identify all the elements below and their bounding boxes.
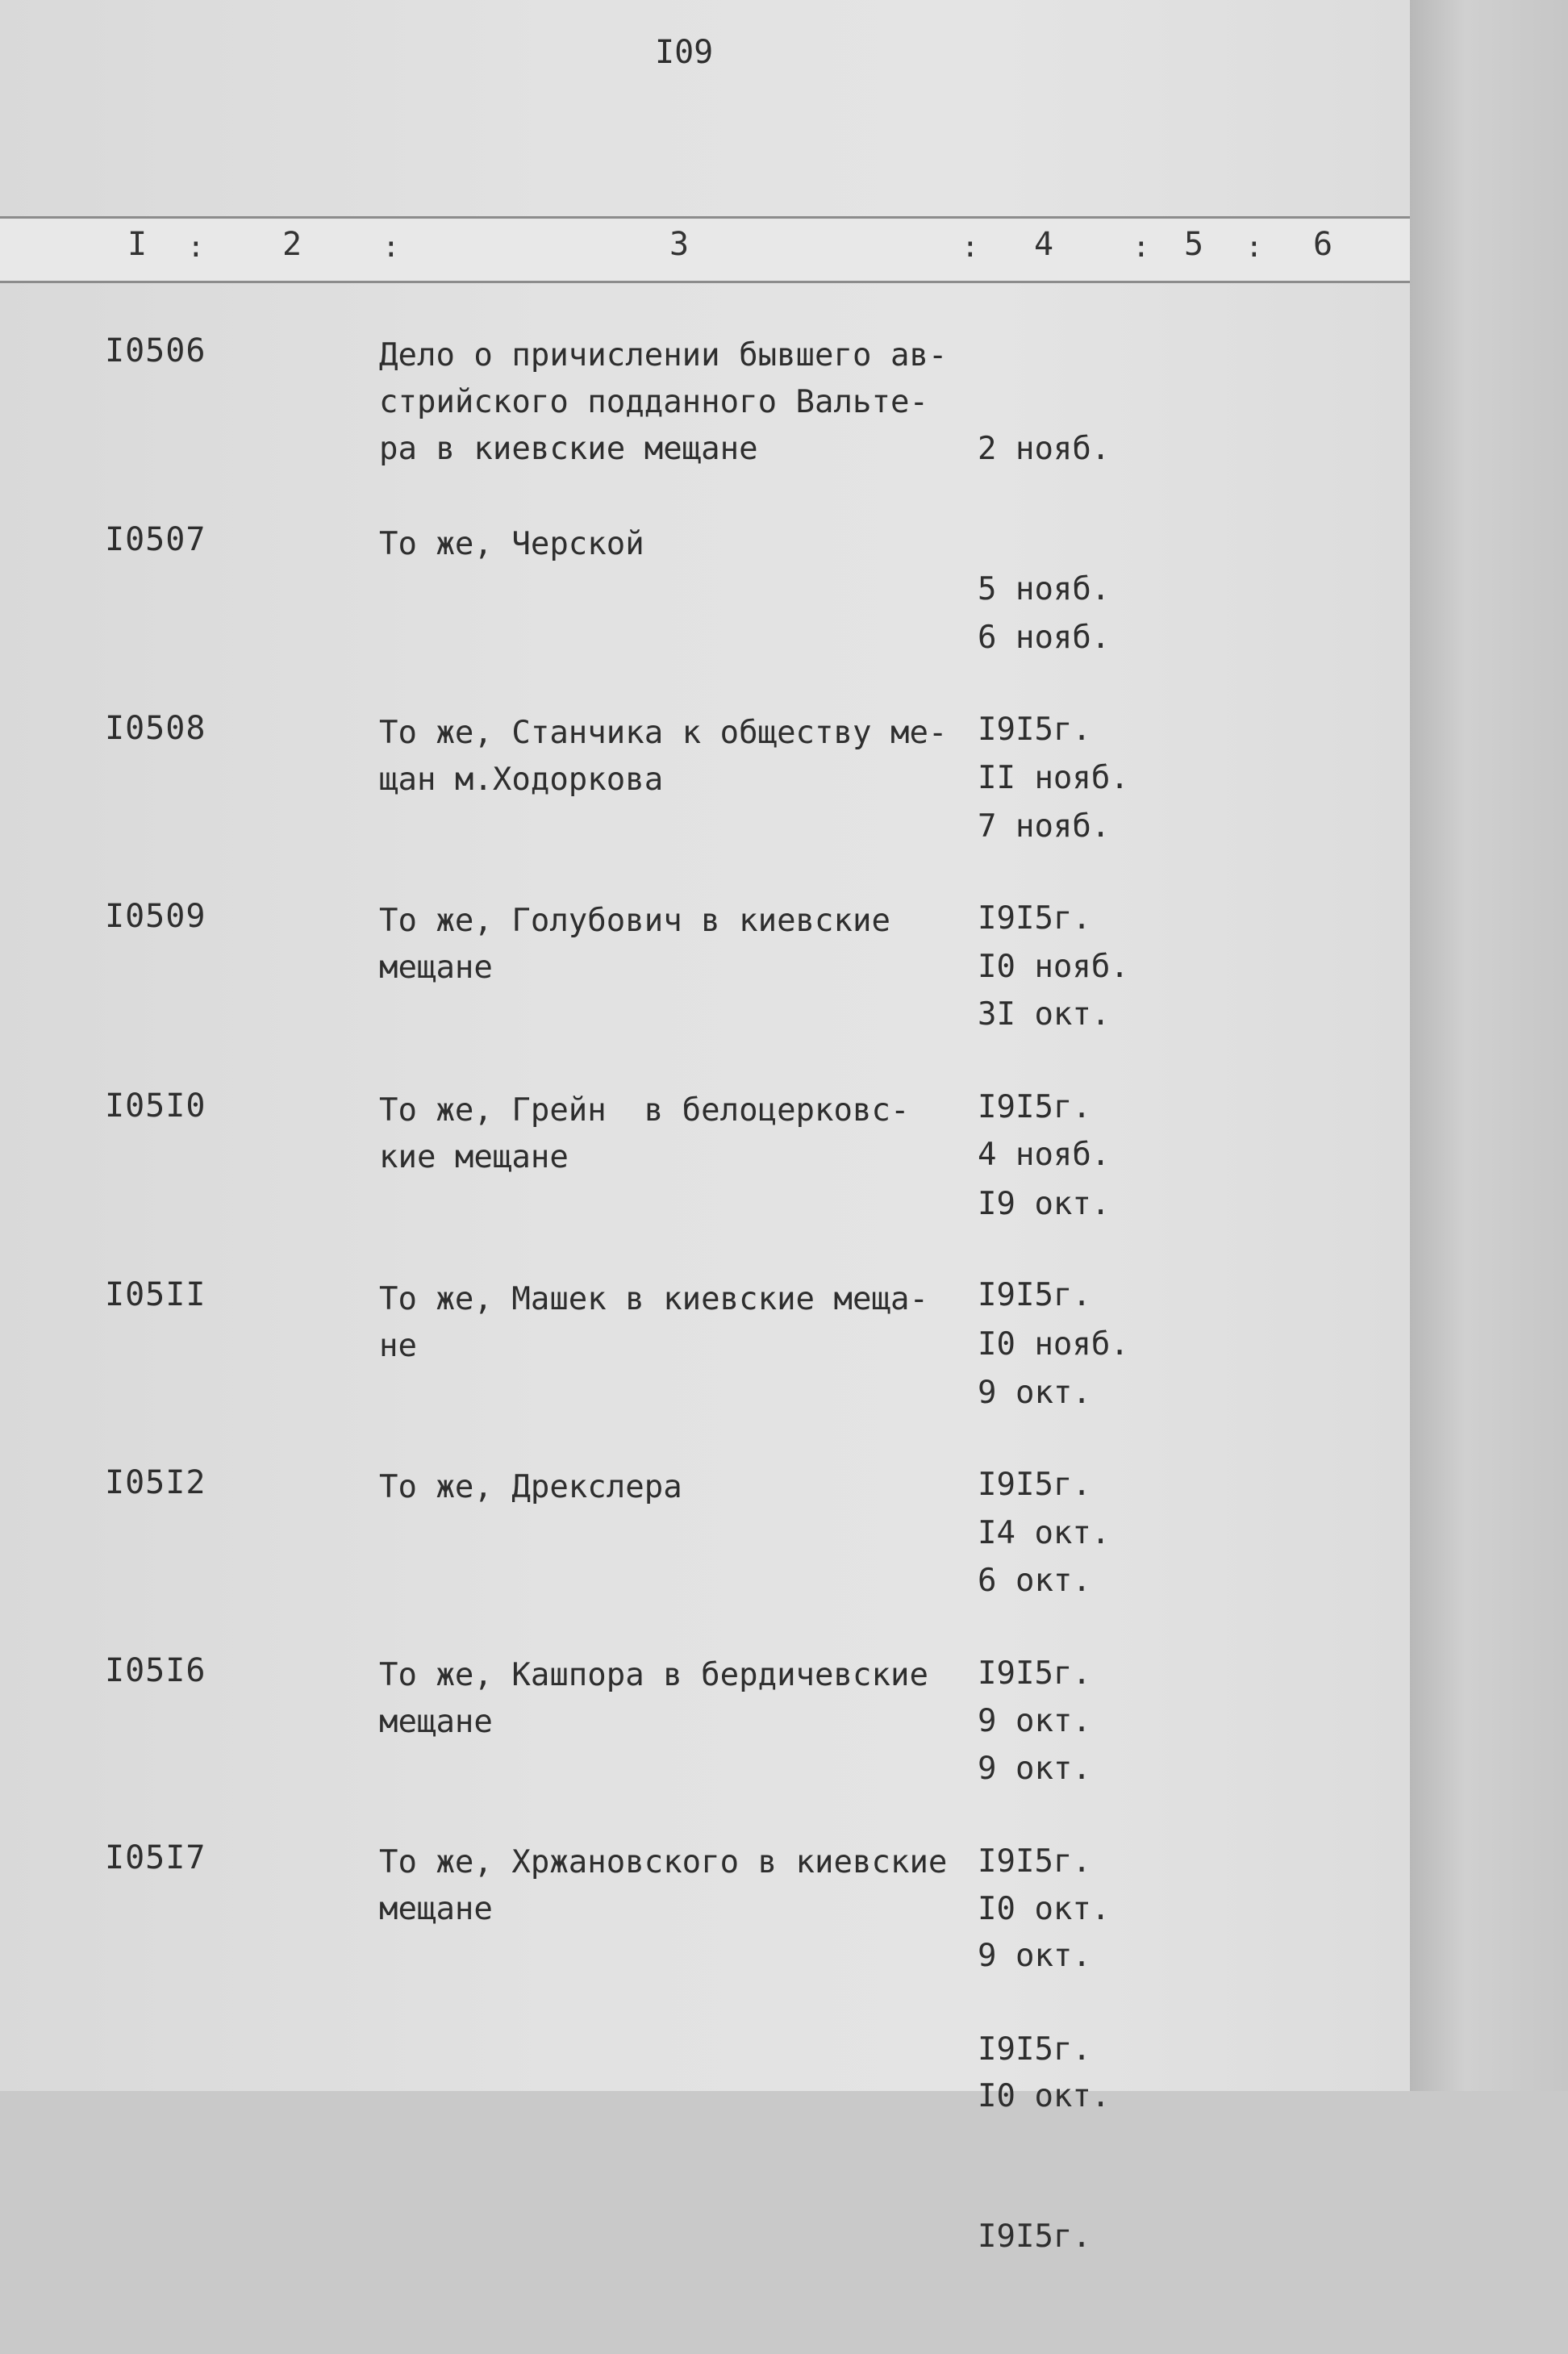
header-separator: : [382, 231, 400, 264]
year: I9I5г. [978, 900, 1091, 937]
header-col-5: 5 [1184, 226, 1204, 263]
end-date: II нояб. [978, 760, 1129, 796]
entry-number: I0507 [105, 521, 206, 558]
end-date: I0 нояб. [978, 949, 1129, 985]
entry-description: То же, Хржановского в киевские мещане [379, 1844, 948, 1927]
end-date: I0 окт. [978, 2078, 1111, 2114]
header-col-2: 2 [282, 226, 302, 263]
year: I9I5г. [978, 712, 1091, 748]
header-separator: : [1132, 231, 1150, 264]
header-bottom-rule [0, 281, 1410, 283]
start-date: 9 окт. [978, 1938, 1091, 1974]
year: I9I5г. [978, 2218, 1091, 2255]
header-col-6: 6 [1313, 226, 1333, 263]
header-top-rule [0, 216, 1410, 219]
start-date: 9 окт. [978, 1375, 1091, 1411]
entry-description: То же, Грейн в белоцерковс- кие мещане [379, 1092, 910, 1175]
year: I9I5г. [978, 2031, 1091, 2068]
entry-number: I0509 [105, 898, 206, 935]
entry-number: I05I6 [105, 1652, 206, 1689]
entry-description: Дело о причислении бывшего ав- стрийского подданного Вальте- ра в киевские мещане [379, 337, 948, 467]
end-date: 5 нояб. [978, 571, 1111, 607]
start-date: I9 окт. [978, 1186, 1111, 1222]
entry-description: То же, Кашпора в бердичевские мещане [379, 1657, 928, 1740]
entry-description: То же, Станчика к обществу ме- щан м.Ходоркова [379, 715, 948, 798]
year: I9I5г. [978, 1467, 1091, 1503]
end-date: 9 окт. [978, 1703, 1091, 1739]
start-date: 9 окт. [978, 1751, 1091, 1787]
entry-number: I05II [105, 1276, 206, 1313]
page-number: I09 [655, 34, 714, 71]
end-date: I0 нояб. [978, 1326, 1129, 1363]
entry-number: I0508 [105, 710, 206, 747]
entry-number: I0506 [105, 332, 206, 369]
header-col-4: 4 [1034, 226, 1054, 263]
entry-description: То же, Машек в киевские меща- не [379, 1281, 928, 1364]
header-separator: : [961, 231, 979, 264]
year: I9I5г. [978, 1655, 1091, 1692]
header-separator: : [187, 231, 205, 264]
year: I9I5г. [978, 1277, 1091, 1313]
entry-number: I05I0 [105, 1087, 206, 1125]
entry-description: То же, Черской [379, 526, 644, 562]
entry-dates [978, 1839, 1110, 2354]
page-edge-shadow [1410, 0, 1568, 2091]
start-date: 2 нояб. [978, 431, 1111, 467]
header-separator: : [1245, 231, 1263, 264]
header-col-3: 3 [669, 226, 690, 263]
entry-description: То же, Голубович в киевские мещане [379, 903, 890, 986]
entry-number: I05I7 [105, 1839, 206, 1876]
end-date: I0 окт. [978, 1891, 1111, 1927]
start-date: 3I окт. [978, 996, 1111, 1033]
entry-number: I05I2 [105, 1464, 206, 1501]
header-col-1: I [127, 226, 148, 263]
year: I9I5г. [978, 1843, 1091, 1880]
end-date: I4 окт. [978, 1515, 1111, 1551]
start-date: 6 нояб. [978, 620, 1111, 656]
start-date: 6 окт. [978, 1563, 1091, 1599]
end-date: 4 нояб. [978, 1137, 1111, 1173]
entry-description: То же, Дрекслера [379, 1469, 682, 1505]
year: I9I5г. [978, 1089, 1091, 1125]
table-row [0, 1839, 1410, 2255]
start-date: 7 нояб. [978, 808, 1111, 845]
